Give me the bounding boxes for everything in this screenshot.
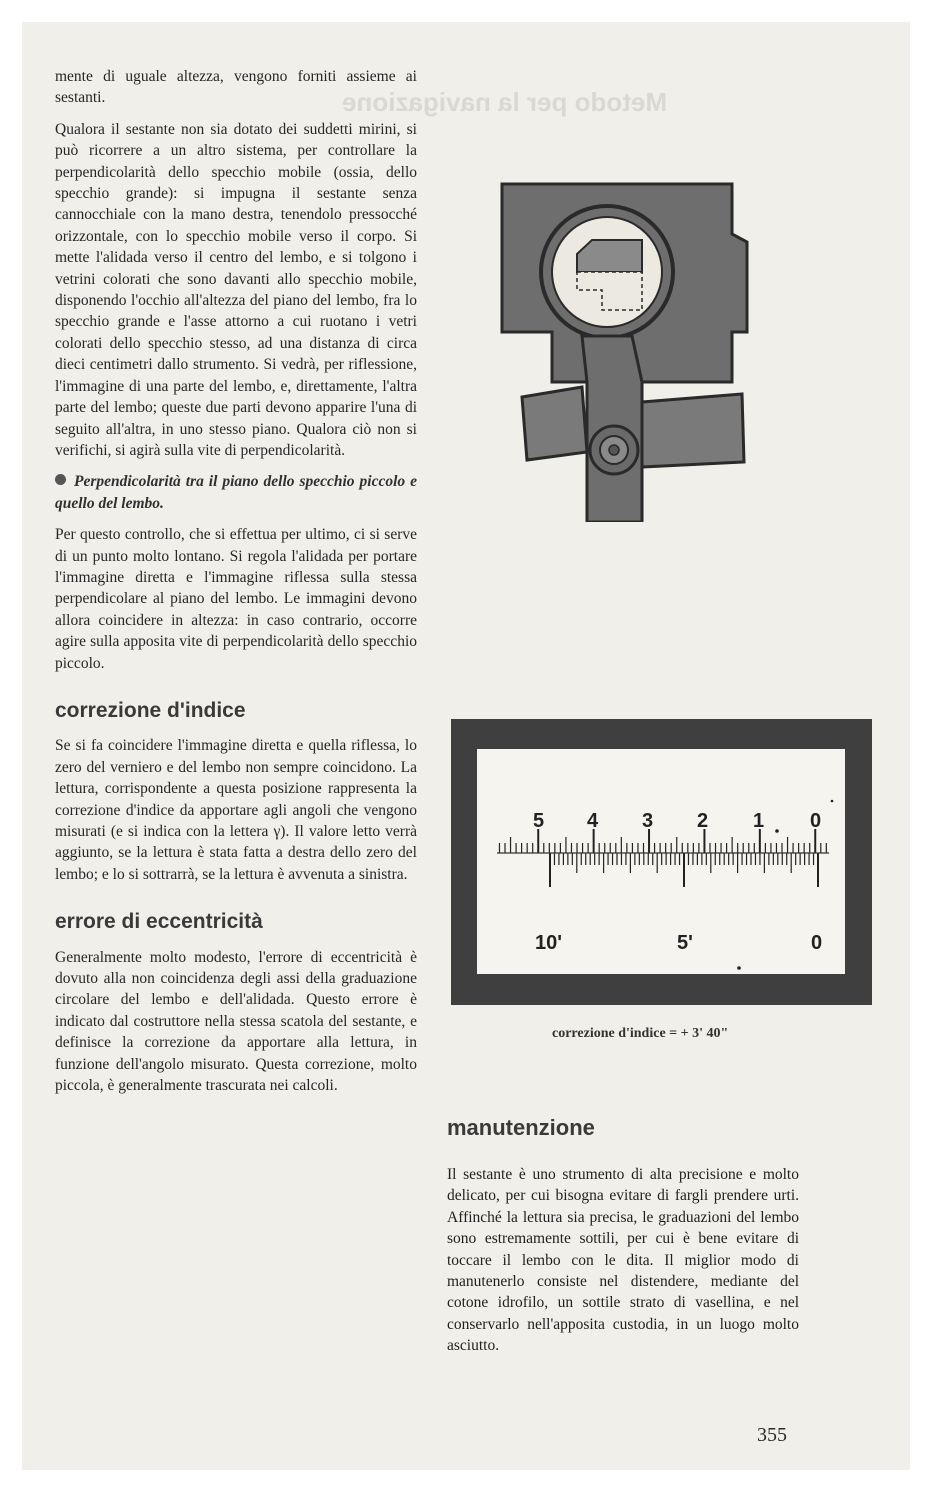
paragraph: Qualora il sestante non sia dotato dei suddetti mirini, si può ricorrere a un altro sistema, per controllare la perpendicolarità dello specchio mobile (ossia, dello specchio grande): si impugna il sestante senza cannocchiale con la mano destra, tenendolo pressocché orizzontale, con lo specchio mobile verso il corpo. Si mette l'alidada verso il centro del lembo, e si tolgono i vetrini colorati che sono davanti allo specchio mobile, disponendo l'occhio all'altezza del piano del lembo, fra lo specchio grande e l'asse attorno a cui ruotano i vetri colorati dello specchio stesso, ad una distanza di circa dieci centimetri dallo strumento. Si vedrà, per riflessione, l'immagine di una parte del lembo, e, direttamente, l'altra parte del lembo; queste due parti devono apparire l'una di seguito all'altra, in uno stesso piano. Qualora ciò non si verifichi, si agirà sulla vite di perpendicolarità. bbox=[55, 120, 417, 459]
vernier-scale-diagram bbox=[477, 749, 845, 974]
scale-label-top: 5 bbox=[533, 810, 545, 832]
bullet-heading bbox=[55, 471, 417, 514]
paragraph: mente di uguale altezza, vengono forniti assieme ai sestanti. bbox=[55, 68, 417, 107]
right-column bbox=[447, 1164, 799, 1357]
paragraph: Generalmente molto modesto, l'errore di eccentricità è dovuto alla non coincidenza degli assi della graduazione circolare del lembo e dell'alidada. Questo errore è indicato dal costruttore nella stessa scatola del sestante, e definisce la correzione da apportare alla lettura, in funzione dell'angolo misurato. Questa correzione, molto piccola, è generalmente trascurata nei calcoli. bbox=[55, 948, 417, 1095]
sextant-mirror-illustration bbox=[492, 182, 792, 522]
section-heading-manutenzione: manutenzione bbox=[447, 1115, 595, 1140]
book-page bbox=[22, 22, 910, 1470]
scale-mark-dot bbox=[775, 829, 779, 833]
scale-mark-dot bbox=[737, 966, 741, 970]
paragraph: Per questo controllo, che si effettua per ultimo, ci si serve di un punto molto lontano. Si regola l'alidada per portare l'immagine diretta e l'immagine riflessa sulla stessa perpendicolare al piano del lembo. Le immagini devono allora coincidere in altezza: in caso contrario, occorre agire sulla apposita vite di perpendicolarità dello specchio piccolo. bbox=[55, 526, 417, 672]
section-heading-correzione: correzione d'indice bbox=[55, 698, 246, 722]
scale-label-bottom: 5' bbox=[677, 932, 693, 954]
section-heading-errore: errore di eccentricità bbox=[55, 910, 263, 934]
left-column bbox=[55, 66, 417, 1106]
scale-label-top: 3 bbox=[642, 810, 654, 832]
scale-label-bottom: 10' bbox=[535, 932, 563, 954]
scale-label-top: 1 bbox=[753, 810, 765, 832]
scale-label-top: 0 bbox=[810, 810, 822, 832]
bullet-icon bbox=[55, 474, 66, 485]
bullet-heading-text: Perpendicolarità tra il piano dello specchio piccolo e quello del lembo. bbox=[55, 473, 417, 512]
vernier-scale-ticks bbox=[550, 853, 818, 887]
scale-label-top: 2 bbox=[697, 810, 709, 832]
figure-caption: correzione d'indice = + 3' 40" bbox=[552, 1026, 729, 1041]
page-number: 355 bbox=[757, 1424, 787, 1446]
scale-label-bottom: 0 bbox=[811, 932, 823, 954]
paragraph: Il sestante è uno strumento di alta precisione e molto delicato, per cui bisogna evitare di fargli prendere urti. Affinché la lettura sia precisa, le graduazioni del lembo sono estremamente sottili, per cui è bene evitare di toccare il lembo con le dita. Il miglior modo di manutenerlo consiste nel distendere, mediante del cotone idrofilo, un sottile strato di vasellina, e nel conservarlo nell'apposita custodia, in un luogo molto asciutto. bbox=[447, 1166, 799, 1355]
scale-mark-dot bbox=[831, 800, 834, 803]
scale-figure-window bbox=[477, 749, 845, 974]
paragraph: Se si fa coincidere l'immagine diretta e quella riflessa, lo zero del verniero e del lembo non sempre coincidono. La lettura, corrispondente a questa posizione rappresenta la correzione d'indice da apportare agli angoli che vengono misurati (e si indica con la lettera γ). Il valore letto verrà aggiunto, se la lettura è stata fatta a destra dello zero del lembo; e lo si sottrarrà, se la lettura è avvenuta a sinistra. bbox=[55, 737, 417, 883]
show-through-text: Metodo per la navigazione bbox=[342, 87, 668, 117]
scale-label-top: 4 bbox=[587, 810, 599, 832]
